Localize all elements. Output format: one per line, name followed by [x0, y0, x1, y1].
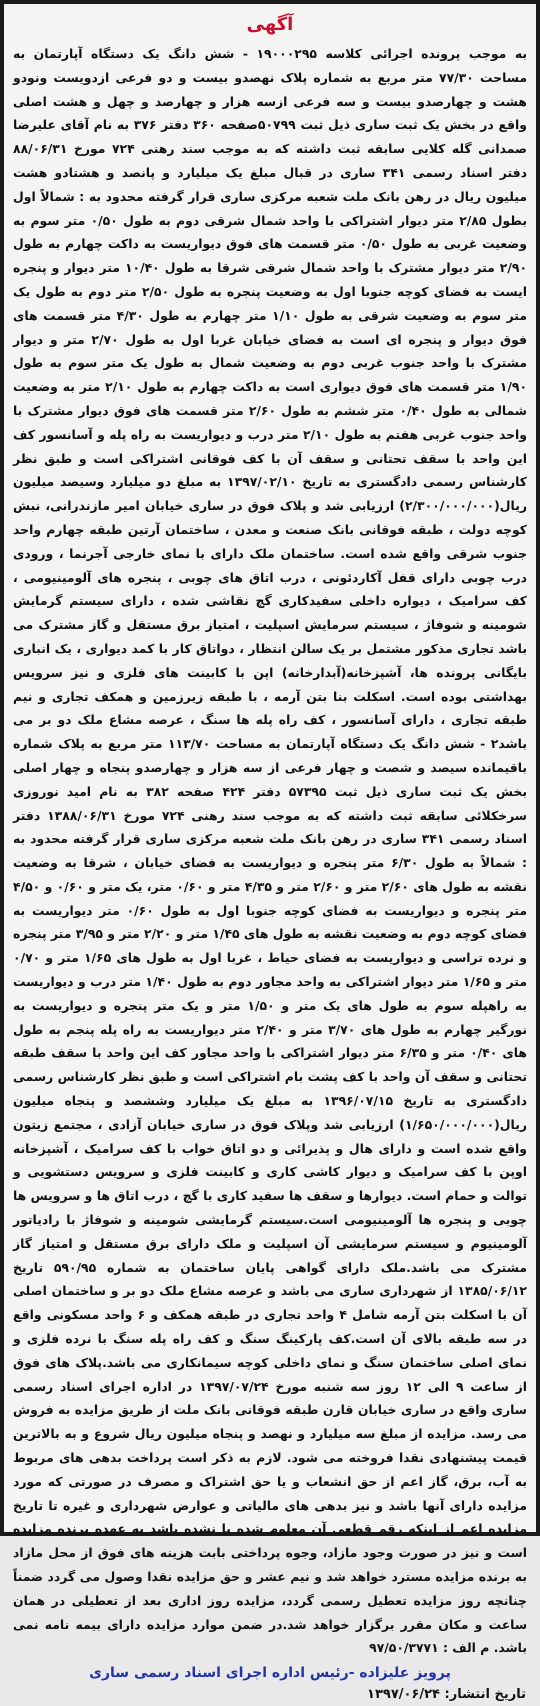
notice-signature: پرویز علیزاده -رئیس اداره اجرای اسناد رسمی ساری	[89, 1665, 451, 1682]
publish-date-value: ۱۳۹۷/۰۶/۲۴	[367, 1687, 440, 1703]
publish-date-label: تاریخ انتشار:	[444, 1687, 526, 1703]
notice-title: آگهی	[246, 14, 294, 35]
notice-body: به موجب پرونده اجرائی کلاسه ۱۹۰۰۰۲۹۵ - شش دانگ یک دستگاه آپارتمان به مساحت ۷۷/۳۰ متر مربع به شماره پلاک نهصدو بیست و دو فرعی ازدویست ونودو هشت و چهارصدو بیست و سه فرعی ازسه هزار و چهارصد و چهل و هشت اصلی واقع در بخش یک ثبت ساری ذیل ثبت ۵۰۷۹۹صفحه ۳۶۰ دفتر ۳۷۶ به نام آقای علیرضا صمدانی گله کلایی سابقه ثبت داشته که به موجب سند رهنی ۷۲۴ مورخ ۸۸/۰۶/۳۱ دفتر اسناد رسمی ۳۴۱ ساری در قبال مبلغ یک میلیارد و پانصد و هشتادو هشت میلیون ریال در رهن بانک ملت شعبه مرکزی ساری قرار گرفته محدود به : شمالاً اول بطول ۲/۸۵ متر دیوار اشتراکی با واحد شمال شرقی دوم به طول ۰/۵۰ متر سوم به وضعیت غربی به طول ۰/۵۰ متر قسمت های فوق دیواریست به داکت چهارم به طول ۲/۹۰ متر دیوار مشترک با واحد شمال شرقی شرقا به طول ۱۰/۴۰ متر دیوار و پنجره ایست به فضای کوچه جنوبا اول به وضعیت پنجره به طول ۲/۵۰ متر دوم به طول یک متر سوم به وضعیت شرقی به طول ۱/۱۰ متر چهارم به طول ۴/۳۰ متر قسمت های فوق دیوار و پنجره ای است به فضای خیابان غربا اول به طول ۲/۷۰ متر و دیوار مشترک با واحد جنوب غربی دوم به وضعیت شمال به طول یک متر سوم به طول ۱/۹۰ متر قسمت های فوق دیواری است به داکت چهارم به طول ۲/۱۰ متر به وضعیت شمالی به طول ۰/۴۰ متر ششم به طول ۲/۶۰ متر قسمت های فوق دیوار مشترک با واحد جنوب غربی هفتم به طول ۲/۱۰ متر درب و دیواریست به راه پله و آسانسور کف این واحد با سقف تحتانی و سقف آن با کف فوقانی اشتراکی است و طبق نظر کارشناس رسمی دادگستری به تاریخ ۱۳۹۷/۰۲/۱۰ به مبلغ دو میلیارد وسیصد میلیون ریال(۲/۳۰۰/۰۰۰/۰۰۰) ارزیابی شد و پلاک فوق در ساری خیابان امیر مازندرانی، نبش کوچه دولت ، طبقه فوقانی بانک صنعت و معدن ، ساختمان آرتین طبقه چهارم واحد جنوب شرقی واقع شده است. ساختمان ملک دارای با نمای خارجی آجرنما ، ورودی درب چوبی دارای قفل آکاردئونی ، درب اتاق های چوبی ، پنجره های آلومینیومی ، کف سرامیک ، دیواره داخلی سفیدکاری گچ نقاشی شده ، دارای سیستم گرمایش شومینه و شوفاژ ، سیستم سرمایش اسپلیت ، امتیاز برق مستقل و گاز مشترک می باشد تجاری مذکور مشتمل بر یک سالن انتظار ، دواتاق کار با کمد دیواری ، یک انباری بایگانی پرونده ها، آشپزخانه(آبدارخانه) اپن با کابینت های فلزی و نیز سرویس بهداشتی بوده است. اسکلت بنا بتن آرمه ، با طبقه زیرزمین و همکف تجاری و نیم طبقه تجاری ، دارای آسانسور ، کف راه پله ها سنگ ، عرصه مشاع ملک دو بر می باشد۲ - شش دانگ یک دستگاه آپارتمان به مساحت ۱۱۳/۷۰ متر مربع به پلاک شماره باقیمانده سیصد و شصت و چهار فرعی از سه هزار و چهارصدو پنجاه و چهار اصلی بخش یک ثبت ساری ذیل ثبت ۵۷۳۹۵ دفتر ۴۲۴ صفحه ۳۸۲ به نام امید نوروزی سرخکلائی سابقه ثبت داشته که به موجب سند رهنی ۷۲۴ مورخ ۱۳۸۸/۰۶/۳۱ دفتر اسناد رسمی ۳۴۱ ساری در رهن بانک ملت شعبه مرکزی ساری قرار گرفته محدود به : شمالاً به طول ۶/۳۰ متر پنجره و دیواریست به فضای خیابان ، شرقا به وضعیت نقشه به طول های ۲/۶۰ متر و ۲/۶۰ متر و ۴/۳۵ متر و ۰/۶۰ متر، یک متر و ۰/۶۰ و ۴/۵۰ متر پنجره و دیواریست به فضای کوچه جنوبا اول به طول ۰/۶۰ متر دیواریست به فضای کوچه دوم به وضعیت نقشه به طول های ۱/۴۵ متر و ۲/۲۰ متر و ۳/۹۵ متر پنجره و نرده تراسی و دیواریست به فضای حیاط ، غربا اول به طول های ۱/۶۵ متر و ۰/۷۰ متر و ۱/۶۵ متر دیوار اشتراکی به واحد مجاور دوم به طول ۱/۴۰ متر درب و دیواریست به راهپله سوم به طول های یک متر و ۱/۵۰ متر و یک متر پنجره و دیواریست به نورگیر چهارم به طول های ۳/۷۰ متر و ۲/۴۰ متر دیواریست به راه پله پنجم به طول های ۰/۴۰ متر و ۶/۳۵ متر دیوار اشتراکی با واحد مجاور کف این واحد با سقف طبقه تحتانی و سقف آن واحد با کف پشت بام اشتراکی است و طبق نظر کارشناس رسمی دادگستری به تاریخ ۱۳۹۶/۰۷/۱۵ به مبلغ یک میلیارد وششصد و پنجاه میلیون ریال(۱/۶۵۰/۰۰۰/۰۰۰) ارزیابی شد وپلاک فوق در ساری خیابان آزادی ، مجتمع زیتون واقع شده است و دارای هال و پذیرائی و دو اتاق خواب با کف سرامیک ، آشپزخانه اوپن با کف سرامیک و دیوار کاشی کاری و کابینت فلزی و سرویس دستشویی و توالت و حمام است. دیوارها و سقف ها سفید کاری با گچ ، درب اتاق ها و سرویس ها چوبی و پنجره ها آلومینیومی است.سیستم گرمایشی شومینه و شوفاژ با رادیاتور آلومینیوم و سیستم سرمایشی آن اسپلیت و ملک دارای برق مستقل و امتیاز گاز مشترک می باشد.ملک دارای گواهی پایان ساختمان به شماره ۵۹۰/۹۵ تاریخ ۱۳۸۵/۰۶/۱۲ از شهرداری ساری می باشد و عرصه مشاع ملک دو بر و ساختمان اصلی آن با اسکلت بتن آرمه شامل ۴ واحد تجاری در طبقه همکف و ۶ واحد مسکونی واقع در سه طبقه بالای آن است.کف پارکینگ سنگ و کف راه پله سنگ با نرده فلزی و نمای اصلی ساختمان سنگ و نمای داخلی کوچه سیمانکاری می باشد.پلاک های فوق از ساعت ۹ الی ۱۲ روز سه شنبه مورخ ۱۳۹۷/۰۷/۲۴ در اداره اجرای اسناد رسمی ساری واقع در ساری خیابان قارن طبقه فوقانی بانک ملت از طریق مزایده به فروش می رسد. مزایده از مبلغ سه میلیارد و نهصد و پنجاه میلیون ریال شروع و به بالاترین قیمت پیشنهادی نقدا فروخته می شود. لازم به ذکر است پرداخت بدهی های مربوط به آب، برق، گاز اعم از حق انشعاب و یا حق اشتراک و مصرف در صورتی که مورد مزایده دارای آنها باشد و نیز بدهی های مالیاتی و عوارض شهرداری و غیره تا تاریخ مزایده اعم از اینکه رقم قطعی آن معلوم شده یا نشده باشد به عهده برنده مزایده است و نیز در صورت وجود مازاد، وجوه پرداختی بابت هزینه های فوق از محل مازاد به برنده مزایده مسترد خواهد شد و نیم عشر و حق مزایده نقدا وصول می گردد ضمناً چنانچه روز مزایده تعطیل رسمی گردد، مزایده روز اداری بعد از تعطیلی در همان ساعت و مکان مقرر برگزار خواهد شد.در ضمن موارد مزایده دارای بیمه نامه نمی باشد. م الف : ۹۷/۵۰/۳۷۷۱	[13, 46, 528, 1656]
publish-date-line	[4, 1684, 536, 1706]
